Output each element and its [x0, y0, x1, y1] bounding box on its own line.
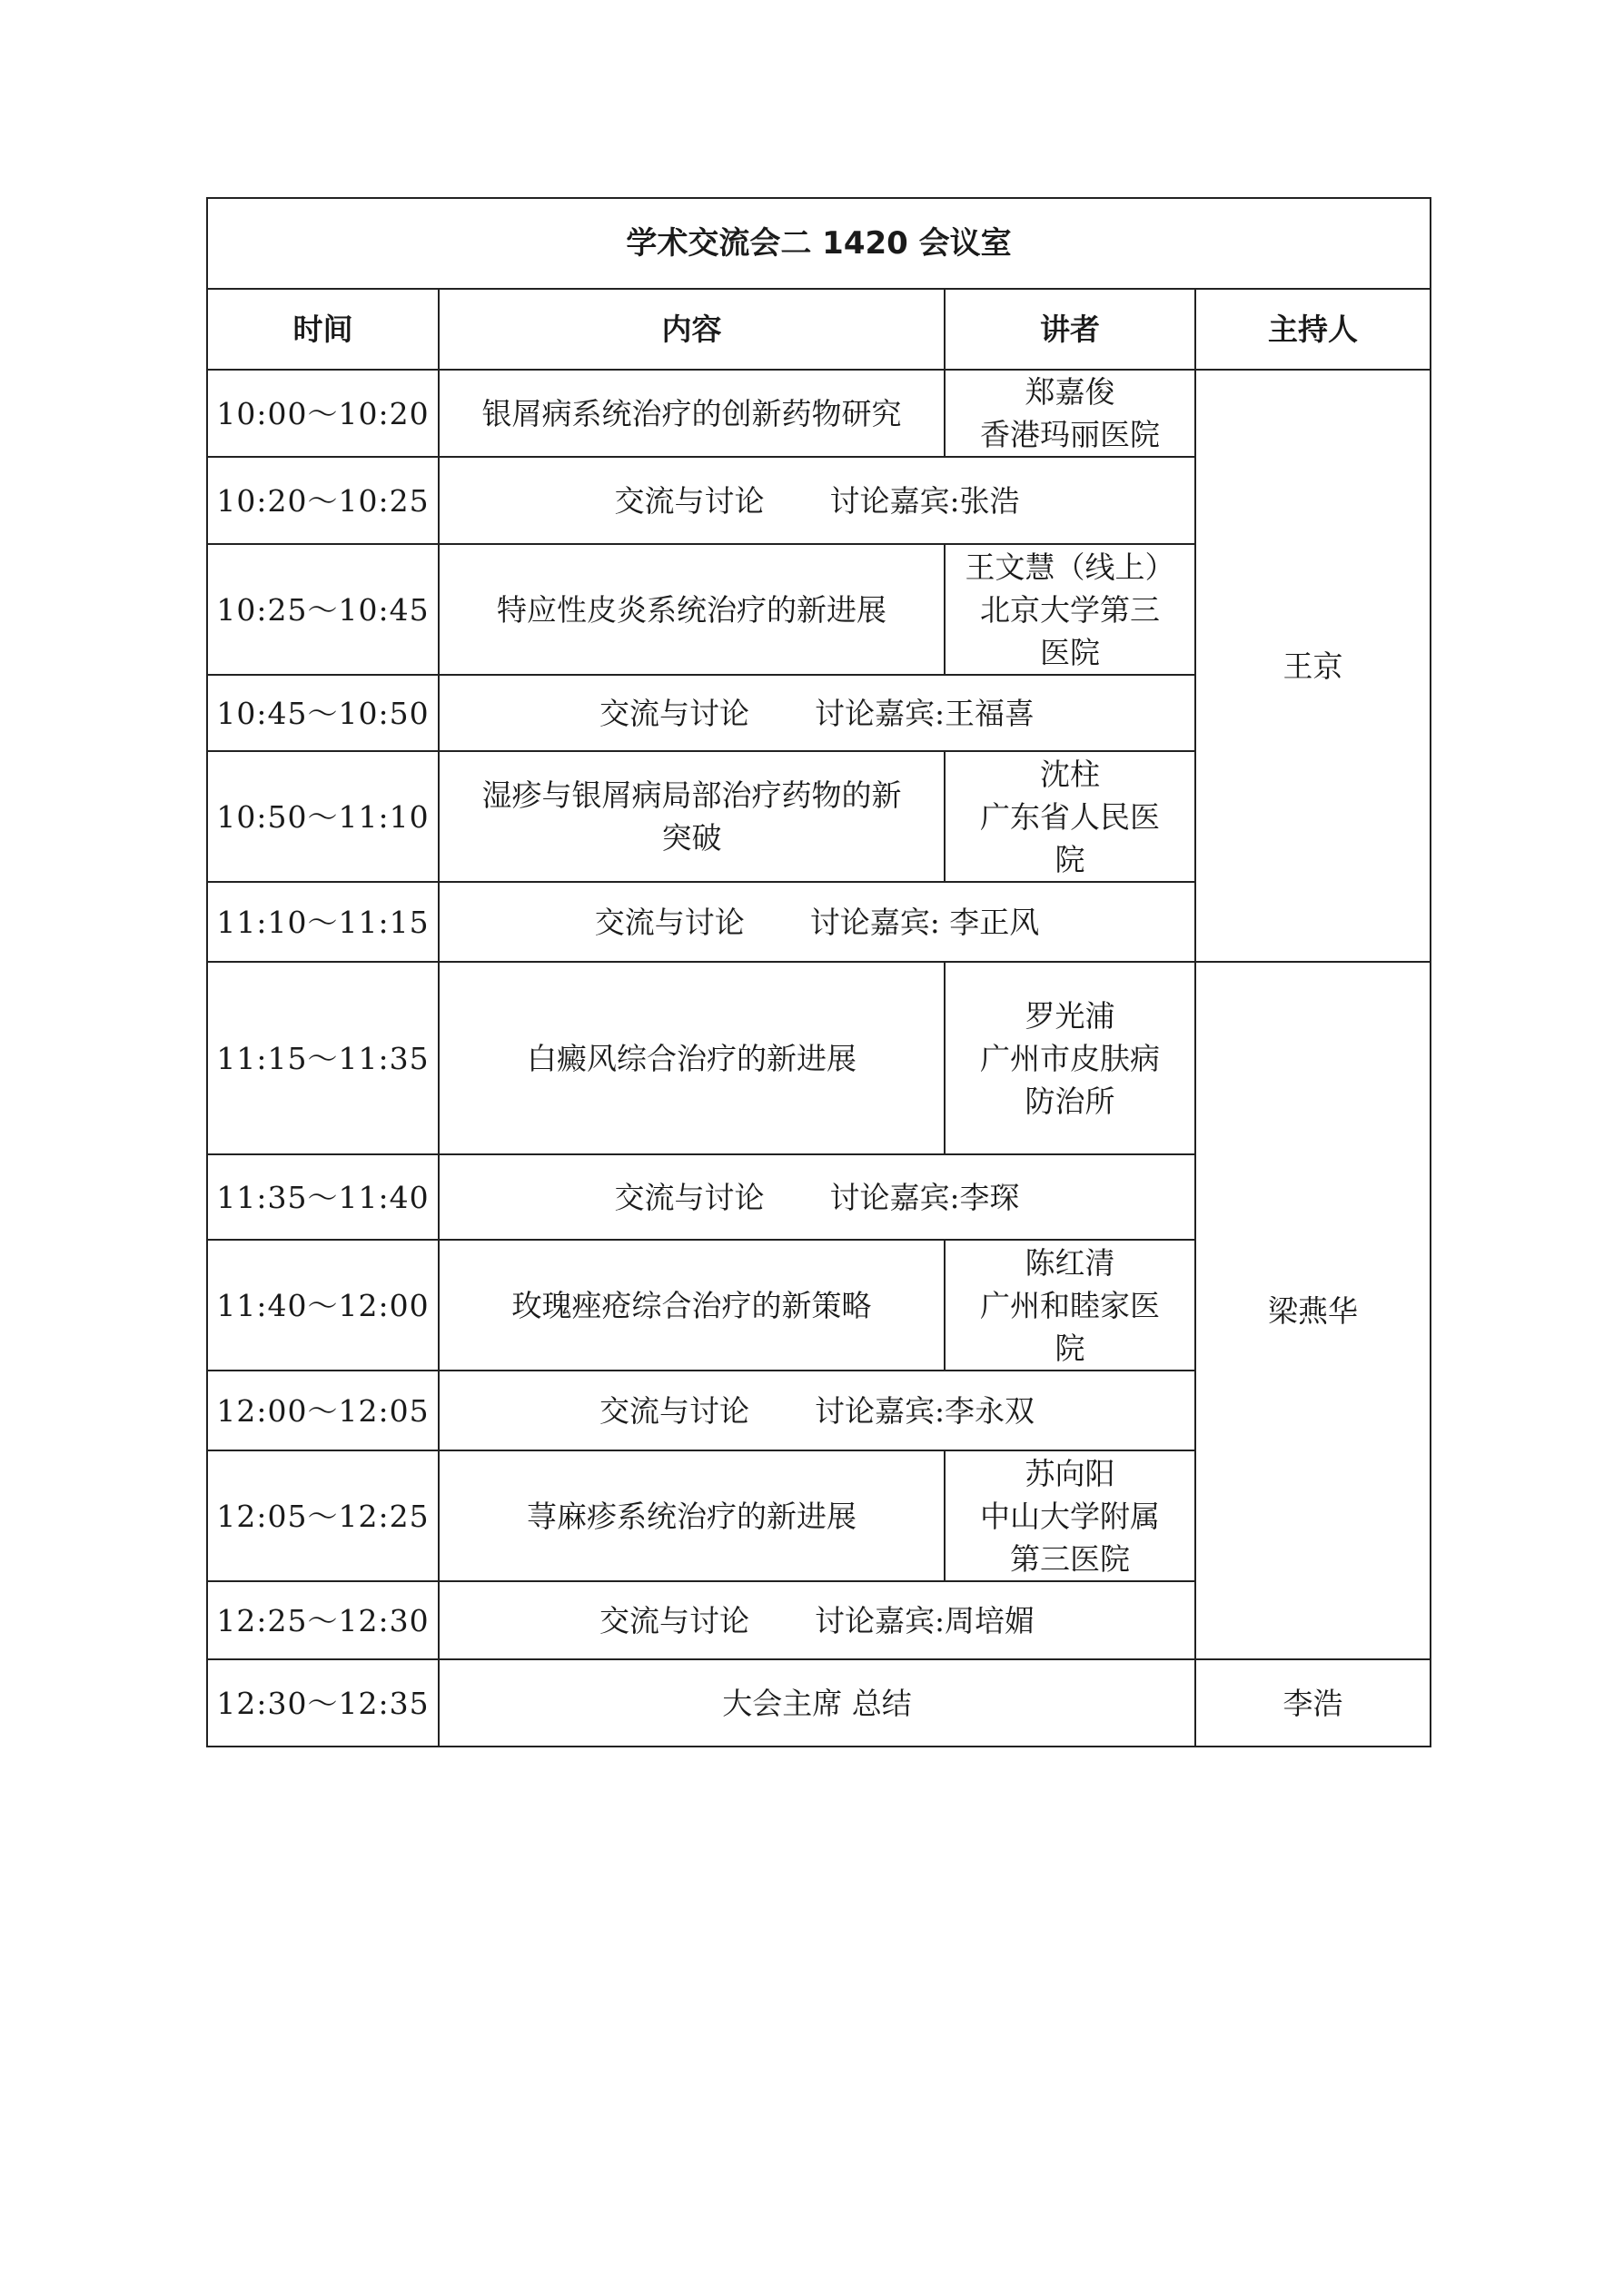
header-host: 主持人 — [1195, 289, 1431, 370]
time-cell: 12:30～12:35 — [207, 1659, 439, 1747]
time-cell: 12:25～12:30 — [207, 1581, 439, 1659]
content-cell: 银屑病系统治疗的创新药物研究 — [439, 370, 945, 457]
speaker-cell — [945, 1240, 1195, 1371]
speaker-cell — [945, 751, 1195, 882]
speaker-affiliation: 香港玛丽医院 — [980, 417, 1160, 452]
discussion-label: 交流与讨论 — [599, 1602, 749, 1638]
title-row — [207, 198, 1431, 289]
content-line: 突破 — [661, 820, 722, 856]
speaker-cell — [945, 370, 1195, 457]
speaker-cell — [945, 544, 1195, 675]
speaker-affiliation: 院 — [1055, 841, 1085, 877]
speaker-affiliation: 院 — [1055, 1330, 1085, 1366]
discussion-label: 交流与讨论 — [599, 1392, 749, 1429]
speaker-affiliation: 第三医院 — [1010, 1540, 1130, 1577]
table-title: 学术交流会二 1420 会议室 — [207, 198, 1431, 289]
content-cell: 荨麻疹系统治疗的新进展 — [439, 1450, 945, 1581]
content-cell — [439, 751, 945, 882]
time-cell: 12:05～12:25 — [207, 1450, 439, 1581]
discussion-guest: 讨论嘉宾:李琛 — [829, 1179, 1020, 1215]
speaker-affiliation: 医院 — [1040, 634, 1100, 670]
content-cell: 白癜风综合治疗的新进展 — [439, 962, 945, 1154]
discussion-guest: 讨论嘉宾:李永双 — [814, 1392, 1035, 1429]
discussion-label: 交流与讨论 — [599, 695, 749, 731]
discussion-cell — [439, 1154, 1195, 1240]
speaker-cell — [945, 962, 1195, 1154]
discussion-cell — [439, 457, 1195, 544]
discussion-cell — [439, 1581, 1195, 1659]
content-cell: 玫瑰痤疮综合治疗的新策略 — [439, 1240, 945, 1371]
time-cell: 10:00～10:20 — [207, 370, 439, 457]
content-line: 湿疹与银屑病局部治疗药物的新 — [481, 777, 902, 813]
time-cell: 10:45～10:50 — [207, 675, 439, 751]
speaker-affiliation: 广州和睦家医 — [980, 1287, 1160, 1323]
table-row — [207, 1659, 1431, 1747]
host-cell: 李浩 — [1195, 1659, 1431, 1747]
speaker-name: 陈红清 — [1025, 1244, 1115, 1281]
time-cell: 10:25～10:45 — [207, 544, 439, 675]
schedule-table — [206, 197, 1431, 1747]
speaker-affiliation: 广东省人民医 — [980, 798, 1160, 835]
time-cell: 11:10～11:15 — [207, 882, 439, 962]
header-speaker: 讲者 — [945, 289, 1195, 370]
time-cell: 10:20～10:25 — [207, 457, 439, 544]
discussion-guest: 讨论嘉宾:周培媚 — [814, 1602, 1035, 1638]
content-cell: 特应性皮炎系统治疗的新进展 — [439, 544, 945, 675]
discussion-label: 交流与讨论 — [594, 904, 745, 940]
discussion-label: 交流与讨论 — [614, 482, 765, 519]
discussion-guest: 讨论嘉宾: 李正风 — [809, 904, 1040, 940]
host-cell: 王京 — [1195, 370, 1431, 962]
speaker-name: 郑嘉俊 — [1025, 374, 1115, 410]
speaker-name: 苏向阳 — [1025, 1455, 1115, 1491]
table-row — [207, 962, 1431, 1154]
speaker-cell — [945, 1450, 1195, 1581]
speaker-affiliation: 广州市皮肤病 — [980, 1040, 1160, 1076]
header-content: 内容 — [439, 289, 945, 370]
time-cell: 11:40～12:00 — [207, 1240, 439, 1371]
header-time: 时间 — [207, 289, 439, 370]
time-cell: 10:50～11:10 — [207, 751, 439, 882]
discussion-guest: 讨论嘉宾:王福喜 — [814, 695, 1035, 731]
time-cell: 11:15～11:35 — [207, 962, 439, 1154]
discussion-cell — [439, 675, 1195, 751]
discussion-guest: 讨论嘉宾:张浩 — [829, 482, 1020, 519]
table-row — [207, 370, 1431, 457]
discussion-cell — [439, 882, 1195, 962]
discussion-cell — [439, 1371, 1195, 1450]
discussion-label: 交流与讨论 — [614, 1179, 765, 1215]
host-cell: 梁燕华 — [1195, 962, 1431, 1659]
speaker-affiliation: 北京大学第三 — [980, 591, 1160, 628]
header-row — [207, 289, 1431, 370]
speaker-name: 沈柱 — [1040, 756, 1100, 792]
speaker-name: 罗光浦 — [1025, 997, 1115, 1034]
speaker-name: 王文慧（线上） — [965, 549, 1175, 585]
summary-cell: 大会主席 总结 — [439, 1659, 1195, 1747]
speaker-affiliation: 防治所 — [1025, 1083, 1115, 1119]
speaker-affiliation: 中山大学附属 — [980, 1498, 1160, 1534]
time-cell: 11:35～11:40 — [207, 1154, 439, 1240]
time-cell: 12:00～12:05 — [207, 1371, 439, 1450]
